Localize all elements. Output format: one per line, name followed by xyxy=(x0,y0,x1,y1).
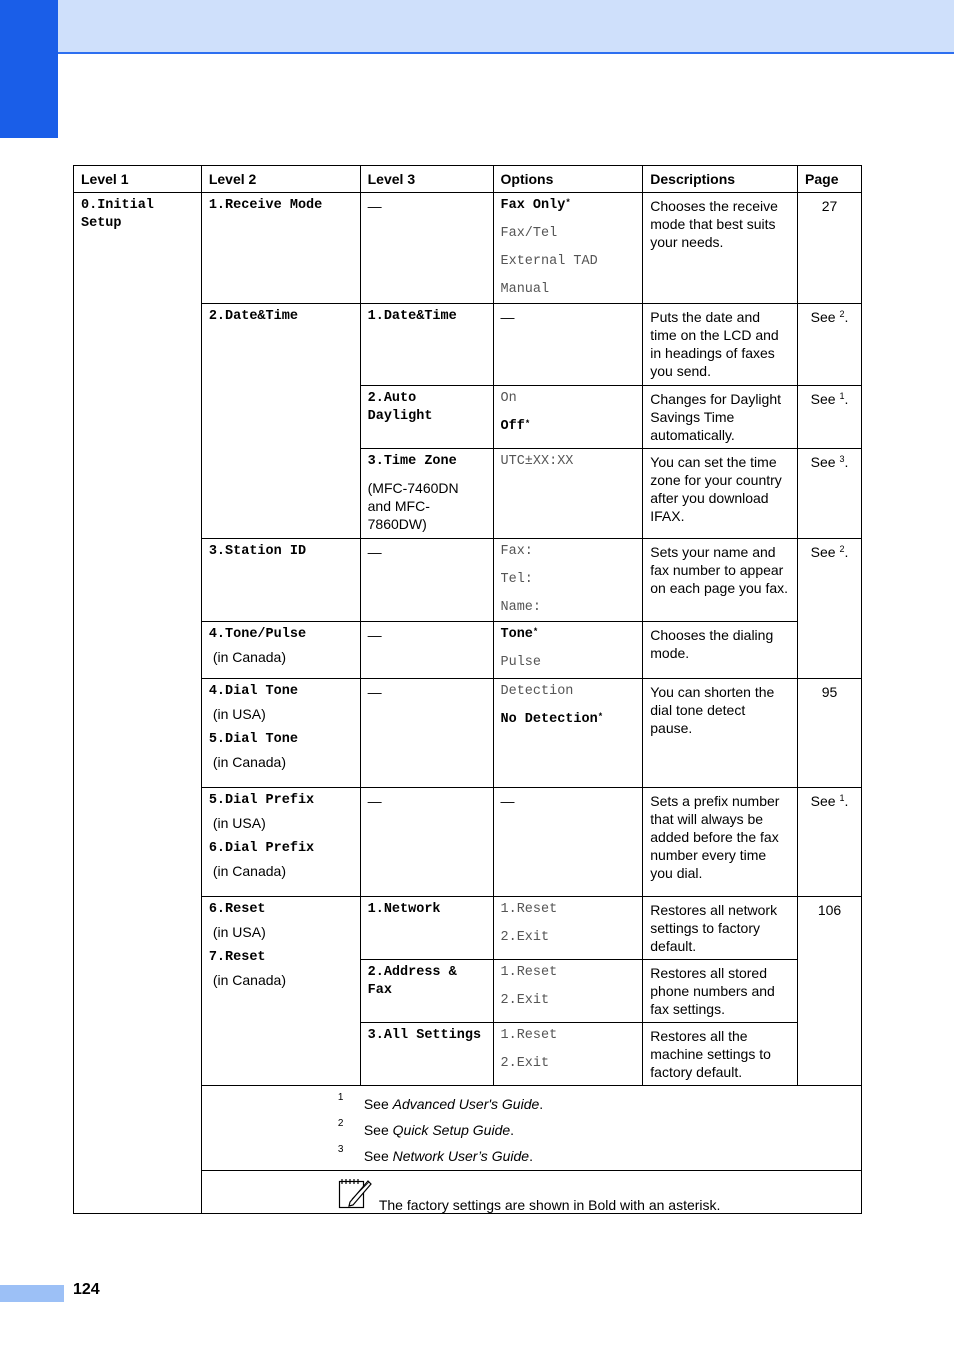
page-number: 124 xyxy=(73,1281,100,1298)
option: 1.Reset xyxy=(500,1028,558,1043)
header-level1: Level 1 xyxy=(74,166,202,193)
menu-table xyxy=(73,165,862,1214)
option-default: Fax Only* xyxy=(500,198,571,213)
header-descriptions: Descriptions xyxy=(643,166,798,193)
note-text: The factory settings are shown in Bold with an asterisk. xyxy=(378,1197,721,1213)
level2-tone-pulse: 4.Tone/Pulse xyxy=(208,627,307,642)
option: Fax: xyxy=(500,544,533,559)
level3-network: 1.Network xyxy=(360,897,493,960)
description: Chooses the receive mode that best suits your needs. xyxy=(643,193,798,304)
level2-reset-cell xyxy=(201,897,360,1086)
options-cell xyxy=(493,1023,643,1086)
header-level2: Level 2 xyxy=(201,166,360,193)
level3-dash: — xyxy=(360,622,493,679)
page-ref: 27 xyxy=(798,193,862,304)
options-cell xyxy=(493,622,643,679)
option: 1.Reset xyxy=(500,902,558,917)
level1-cell: 0.Initial Setup xyxy=(74,193,202,1214)
description: Restores all network settings to factory default. xyxy=(643,897,798,960)
option-default: No Detection* xyxy=(500,712,604,727)
note-pencil-icon xyxy=(338,1177,372,1209)
level3-address-fax: 2.Address & Fax xyxy=(360,960,493,1023)
option: 2.Exit xyxy=(500,930,550,945)
level2-dial-prefix-cell xyxy=(201,788,360,897)
region-note: (in USA) xyxy=(212,924,266,940)
level2-dial-tone-canada: 5.Dial Tone xyxy=(208,732,298,747)
description: Puts the date and time on the LCD and in headings of faxes you send. xyxy=(643,304,798,386)
option-default: Tone* xyxy=(500,627,539,642)
note-cell xyxy=(201,1171,861,1214)
level3-dash: — xyxy=(360,788,493,897)
page-ref: 95 xyxy=(798,679,862,788)
description: Chooses the dialing mode. xyxy=(643,622,798,679)
option: Manual xyxy=(500,282,550,297)
level2-dial-prefix-canada: 6.Dial Prefix xyxy=(208,841,315,856)
footnote-number: 3 xyxy=(337,1144,344,1155)
level2-dial-tone-cell xyxy=(201,679,360,788)
footnote xyxy=(202,1089,861,1115)
description: Restores all the machine settings to factory default. xyxy=(643,1023,798,1086)
level2-reset-canada: 7.Reset xyxy=(208,950,266,965)
options-cell: — xyxy=(493,788,643,897)
table-row xyxy=(74,193,862,304)
region-note: (in USA) xyxy=(212,815,266,831)
page-ref: 106 xyxy=(798,897,862,1086)
page-ref: See $^2$. xyxy=(798,539,862,679)
level2-dial-tone-usa: 4.Dial Tone xyxy=(208,684,298,699)
option: Fax/Tel xyxy=(500,226,558,241)
header-level3: Level 3 xyxy=(360,166,493,193)
level3-dash: — xyxy=(360,539,493,622)
option: On xyxy=(500,391,517,406)
model-note: (MFC-7460DN and MFC-7860DW) xyxy=(367,480,459,532)
description: You can shorten the dial tone detect pause. xyxy=(643,679,798,788)
level2-dial-prefix-usa: 5.Dial Prefix xyxy=(208,793,315,808)
options-cell xyxy=(493,193,643,304)
level3-date-time: 1.Date&Time xyxy=(360,304,493,386)
page-ref: See $^1$. xyxy=(798,788,862,897)
region-note: (in Canada) xyxy=(212,863,286,879)
footnote xyxy=(202,1141,861,1167)
region-note: (in USA) xyxy=(212,706,266,722)
level2-tone-pulse-cell xyxy=(201,622,360,679)
header-page: Page xyxy=(798,166,862,193)
options-cell xyxy=(493,539,643,622)
level3-all-settings: 3.All Settings xyxy=(360,1023,493,1086)
header-row xyxy=(74,166,862,193)
description: Sets your name and fax number to appear on each page you fax. xyxy=(643,539,798,622)
options-cell xyxy=(493,897,643,960)
level2-station-id: 3.Station ID xyxy=(201,539,360,622)
page-tab xyxy=(0,1285,64,1302)
option: Tel: xyxy=(500,572,533,587)
option: Name: xyxy=(500,600,542,615)
level2-date-time: 2.Date&Time xyxy=(201,304,360,539)
footnote-number: 2 xyxy=(337,1118,344,1129)
options-cell xyxy=(493,960,643,1023)
level2-receive-mode: 1.Receive Mode xyxy=(201,193,360,304)
footnote xyxy=(202,1115,861,1141)
region-note: (in Canada) xyxy=(212,972,286,988)
option: Pulse xyxy=(500,655,542,670)
level3-auto-daylight: 2.Auto Daylight xyxy=(360,386,493,449)
description: Sets a prefix number that will always be added before the fax number every time you dial. xyxy=(643,788,798,897)
option: 2.Exit xyxy=(500,993,550,1008)
header-band xyxy=(0,0,954,54)
footnotes-cell xyxy=(201,1086,861,1171)
header-options: Options xyxy=(493,166,643,193)
region-note: (in Canada) xyxy=(212,754,286,770)
footnote-text: See Quick Setup Guide. xyxy=(363,1122,515,1138)
footnote-number: 1 xyxy=(337,1092,344,1103)
page-ref: See $^1$. xyxy=(798,386,862,449)
chapter-tab xyxy=(0,0,58,138)
options-cell xyxy=(493,386,643,449)
options-cell: UTC±XX:XX xyxy=(493,449,643,539)
description: You can set the time zone for your country after you download IFAX. xyxy=(643,449,798,539)
option-default: Off* xyxy=(500,419,531,434)
level3-dash: — xyxy=(360,679,493,788)
option: Detection xyxy=(500,684,574,699)
options-cell: — xyxy=(493,304,643,386)
level3-time-zone-cell xyxy=(360,449,493,539)
description: Restores all stored phone numbers and fax settings. xyxy=(643,960,798,1023)
option: 2.Exit xyxy=(500,1056,550,1071)
options-cell xyxy=(493,679,643,788)
level3-time-zone: 3.Time Zone xyxy=(367,454,457,469)
level2-reset-usa: 6.Reset xyxy=(208,902,266,917)
footnote-text: See Network User’s Guide. xyxy=(363,1148,533,1164)
page-ref: See $^3$. xyxy=(798,449,862,539)
level3-dash: — xyxy=(360,193,493,304)
option: 1.Reset xyxy=(500,965,558,980)
option: External TAD xyxy=(500,254,598,269)
footnote-text: See Advanced User's Guide. xyxy=(363,1096,544,1112)
region-note: (in Canada) xyxy=(212,649,286,665)
description: Changes for Daylight Savings Time automatically. xyxy=(643,386,798,449)
page-ref: See $^2$. xyxy=(798,304,862,386)
